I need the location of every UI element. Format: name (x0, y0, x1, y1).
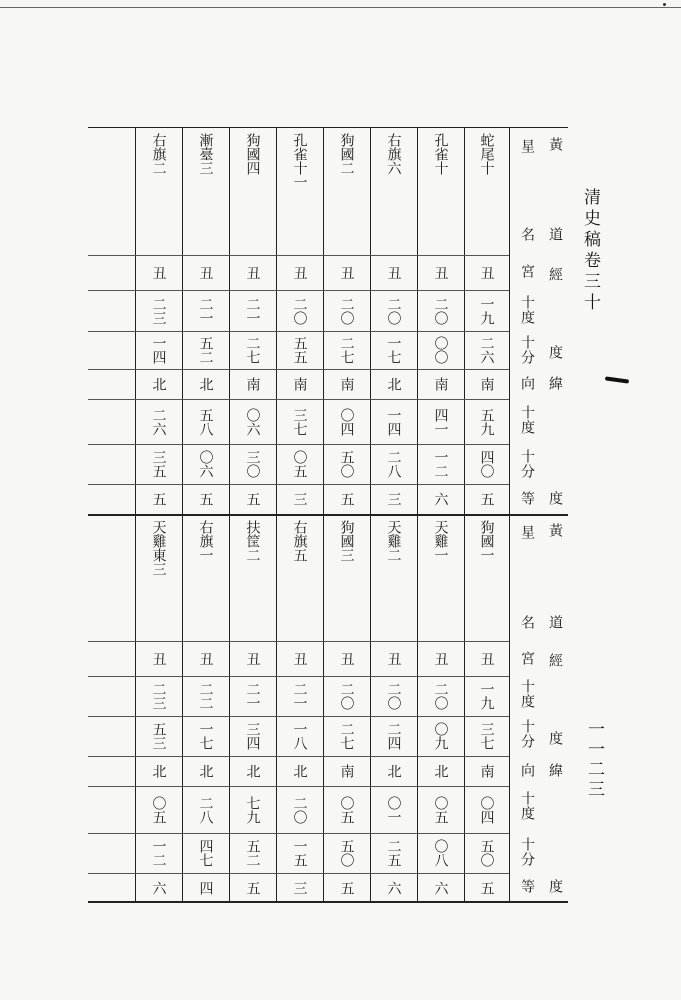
table-cell (417, 290, 464, 331)
value-dir: 北 (197, 764, 214, 778)
value-dir: 北 (244, 764, 261, 778)
star-name: 天雞二 (385, 520, 402, 562)
table-cell (417, 873, 464, 902)
table-cell (323, 676, 370, 716)
table-cell (135, 786, 182, 833)
table-cell (417, 484, 464, 514)
table-cell (229, 641, 276, 676)
value-gong: 丑 (244, 651, 261, 666)
table-cell (464, 641, 509, 676)
value-mag: 五 (244, 492, 261, 506)
value-lon-deg: 一九 (478, 682, 495, 710)
star-name: 孔雀十一 (291, 133, 308, 189)
title-du: 度 (547, 731, 563, 746)
value-lat-min: 三〇 (244, 450, 261, 478)
value-lat-deg: 〇四 (338, 407, 355, 436)
star-name: 漸臺三 (197, 133, 214, 175)
table-cell (229, 756, 276, 786)
table-cell (417, 786, 464, 833)
table-cell (276, 716, 323, 756)
table-cell (229, 290, 276, 331)
label-lat-deg: 十度 (519, 791, 535, 821)
table-cell (276, 444, 323, 484)
value-lon-min: 一八 (291, 722, 308, 750)
table-cell (135, 255, 182, 290)
value-gong: 丑 (150, 651, 167, 666)
table-cell (276, 873, 323, 902)
table-cell (417, 399, 464, 444)
value-dir: 南 (338, 377, 355, 391)
value-gong: 丑 (150, 265, 167, 280)
value-lat-deg: 〇一 (385, 795, 402, 824)
star-name-cell (276, 514, 323, 641)
star-name: 狗國二 (338, 133, 355, 175)
table-cell (135, 676, 182, 716)
value-lat-deg: 七九 (244, 795, 261, 824)
star-name: 右旗一 (197, 520, 214, 562)
title-du: 度 (547, 345, 563, 360)
table-cell (370, 756, 417, 786)
star-name: 右旗五 (291, 520, 308, 562)
star-name-cell (323, 514, 370, 641)
table-cell (182, 756, 229, 786)
table-cell (323, 255, 370, 290)
table-cell (276, 399, 323, 444)
value-mag: 三 (385, 492, 402, 506)
value-lat-deg: 一四 (385, 407, 402, 436)
table-cell (276, 641, 323, 676)
star-name-cell (135, 514, 182, 641)
table-cell (135, 399, 182, 444)
value-mag: 五 (197, 492, 214, 506)
star-name: 扶筐二 (244, 520, 261, 562)
table-cell (276, 255, 323, 290)
value-lat-deg: 〇五 (338, 795, 355, 824)
value-lat-min: 三五 (150, 450, 167, 478)
star-name-cell (135, 127, 182, 255)
value-lon-deg: 二二 (197, 682, 214, 710)
title-du: 度 (547, 491, 563, 506)
value-lon-deg: 二一 (197, 296, 214, 325)
table-cell (370, 444, 417, 484)
value-lon-deg: 二一 (244, 296, 261, 325)
table-cell (370, 833, 417, 873)
label-lat-min: 十分 (519, 449, 535, 479)
value-lat-min: 五〇 (338, 839, 355, 867)
value-mag: 五 (478, 880, 495, 895)
table-cell (417, 676, 464, 716)
value-dir: 北 (291, 764, 308, 778)
table-cell (417, 833, 464, 873)
value-lat-min: 一二 (432, 450, 449, 478)
label-lat-deg: 十度 (519, 405, 535, 435)
value-gong: 丑 (197, 651, 214, 666)
page-number: 一一二三 (584, 720, 604, 800)
table-cell (276, 484, 323, 514)
value-gong: 丑 (338, 265, 355, 280)
table-cell (370, 290, 417, 331)
table-cell (182, 399, 229, 444)
table-cell (182, 369, 229, 399)
value-lon-deg: 二〇 (338, 682, 355, 710)
value-gong: 丑 (432, 265, 449, 280)
value-lat-min: 〇八 (432, 839, 449, 867)
star-name: 狗國三 (338, 520, 355, 562)
title-jing: 經 (547, 267, 563, 282)
table-cell (276, 786, 323, 833)
value-mag: 五 (150, 492, 167, 506)
label-mag: 等 (519, 491, 535, 506)
table-cell (323, 873, 370, 902)
value-lon-deg: 二〇 (385, 296, 402, 325)
table-cell (229, 676, 276, 716)
table-cell (464, 444, 509, 484)
table-cell (229, 331, 276, 369)
title-wei: 緯 (547, 763, 563, 778)
label-gong: 宮 (519, 264, 535, 279)
star-name-cell (276, 127, 323, 255)
star-name: 右旗六 (385, 133, 402, 175)
star-name: 天雞一 (432, 520, 449, 562)
value-gong: 丑 (338, 651, 355, 666)
table-cell (370, 399, 417, 444)
table-cell (464, 786, 509, 833)
table-cell (417, 641, 464, 676)
value-dir: 南 (291, 377, 308, 391)
table-cell (182, 786, 229, 833)
title-huang: 黃 (547, 137, 563, 152)
value-lat-deg: 二〇 (291, 795, 308, 824)
label-name: 名 (519, 615, 535, 630)
title-wei: 緯 (547, 376, 563, 391)
value-lon-min: 五五 (291, 336, 308, 364)
label-star: 星 (519, 525, 535, 540)
label-dir: 向 (519, 376, 535, 391)
table-cell (276, 290, 323, 331)
table-cell (182, 290, 229, 331)
title-dao: 道 (547, 615, 563, 630)
value-lat-deg: 〇五 (150, 795, 167, 824)
value-gong: 丑 (197, 265, 214, 280)
value-mag: 五 (338, 492, 355, 506)
label-lon-min: 十分 (519, 719, 535, 749)
value-gong: 丑 (478, 651, 495, 666)
table-cell (464, 716, 509, 756)
value-gong: 丑 (385, 265, 402, 280)
value-lon-min: 一七 (385, 336, 402, 364)
value-dir: 南 (244, 377, 261, 391)
value-dir: 北 (150, 377, 167, 391)
value-mag: 六 (150, 880, 167, 895)
value-lat-deg: 二六 (150, 407, 167, 436)
value-dir: 南 (338, 764, 355, 778)
value-dir: 北 (150, 764, 167, 778)
table-cell (229, 484, 276, 514)
value-lon-min: 二四 (385, 722, 402, 750)
table-cell (135, 290, 182, 331)
value-mag: 六 (432, 880, 449, 895)
value-lon-min: 三四 (244, 722, 261, 750)
table-cell (229, 873, 276, 902)
table-cell (229, 786, 276, 833)
star-name: 孔雀十 (432, 133, 449, 175)
top-rule (0, 7, 681, 8)
value-lon-deg: 二一 (244, 682, 261, 710)
table-cell (417, 255, 464, 290)
value-lon-deg: 二〇 (291, 296, 308, 325)
table-cell (370, 873, 417, 902)
table-cell (182, 676, 229, 716)
label-star: 星 (519, 139, 535, 154)
star-name-cell (370, 514, 417, 641)
label-lat-min: 十分 (519, 837, 535, 867)
table-cell (276, 331, 323, 369)
table-cell (370, 331, 417, 369)
table-cell (464, 676, 509, 716)
table-cell (229, 716, 276, 756)
table-cell (370, 255, 417, 290)
table-cell (323, 290, 370, 331)
table-cell (323, 786, 370, 833)
star-name: 蛇尾十 (478, 133, 495, 175)
value-lon-min: 二七 (338, 722, 355, 750)
value-lat-deg: 五九 (478, 407, 495, 436)
value-gong: 丑 (291, 265, 308, 280)
table-cell (182, 444, 229, 484)
title-du: 度 (547, 879, 563, 894)
value-lon-deg: 二〇 (385, 682, 402, 710)
value-lat-min: 〇五 (291, 450, 308, 478)
star-name-cell (323, 127, 370, 255)
star-name-cell (417, 514, 464, 641)
value-lon-min: 三七 (478, 722, 495, 750)
ink-mark (605, 376, 629, 383)
value-lat-min: 一五 (291, 839, 308, 867)
label-dir: 向 (519, 763, 535, 778)
table-cell (182, 833, 229, 873)
star-name-cell (464, 514, 509, 641)
table-cell (417, 444, 464, 484)
value-mag: 三 (291, 492, 308, 506)
value-lon-min: 〇九 (432, 722, 449, 750)
value-dir: 北 (385, 377, 402, 391)
value-lon-min: 一四 (150, 336, 167, 364)
value-lat-deg: 二八 (197, 795, 214, 824)
value-lat-min: 四七 (197, 839, 214, 867)
value-lon-min: 五三 (150, 722, 167, 750)
star-name-cell (182, 127, 229, 255)
table-cell (323, 369, 370, 399)
table-cell (370, 641, 417, 676)
value-mag: 三 (291, 880, 308, 895)
value-dir: 南 (478, 377, 495, 391)
table-cell (464, 873, 509, 902)
table-cell (464, 484, 509, 514)
table-cell (464, 833, 509, 873)
table-cell (417, 716, 464, 756)
label-lon-min: 十分 (519, 335, 535, 365)
star-name-cell (229, 514, 276, 641)
star-name-cell (229, 127, 276, 255)
title-dao: 道 (547, 227, 563, 242)
value-gong: 丑 (244, 265, 261, 280)
star-name-cell (182, 514, 229, 641)
table-cell (135, 331, 182, 369)
table-cell (464, 756, 509, 786)
value-lat-min: 二五 (385, 839, 402, 867)
table-cell (323, 756, 370, 786)
value-lat-deg: 〇六 (244, 407, 261, 436)
value-lon-deg: 二三 (150, 682, 167, 710)
value-mag: 五 (244, 880, 261, 895)
table-cell (229, 369, 276, 399)
value-lon-deg: 二〇 (432, 682, 449, 710)
value-lon-min: 〇〇 (432, 336, 449, 364)
value-mag: 六 (385, 880, 402, 895)
value-lon-min: 二七 (338, 336, 355, 364)
star-name: 天雞東三 (150, 520, 167, 576)
value-lat-min: 一二 (150, 839, 167, 867)
table-cell (323, 716, 370, 756)
title-jing: 經 (547, 653, 563, 668)
value-lat-deg: 三七 (291, 407, 308, 436)
value-lat-deg: 〇五 (432, 795, 449, 824)
table-cell (323, 484, 370, 514)
value-lat-min: 四〇 (478, 450, 495, 478)
table-cell (370, 786, 417, 833)
table-cell (370, 369, 417, 399)
value-dir: 北 (432, 764, 449, 778)
star-name-cell (464, 127, 509, 255)
star-name: 狗國四 (244, 133, 261, 175)
value-lat-min: 五〇 (478, 839, 495, 867)
table-cell (229, 255, 276, 290)
value-mag: 五 (478, 492, 495, 506)
value-dir: 北 (197, 377, 214, 391)
value-lat-min: 二八 (385, 450, 402, 478)
label-lon-deg: 十度 (519, 679, 535, 709)
table-cell (135, 641, 182, 676)
value-lat-deg: 五八 (197, 407, 214, 436)
value-mag: 五 (338, 880, 355, 895)
label-gong: 宮 (519, 651, 535, 666)
table-cell (182, 716, 229, 756)
table-cell (417, 331, 464, 369)
value-lon-min: 五二 (197, 336, 214, 364)
table-cell (135, 833, 182, 873)
value-mag: 六 (432, 492, 449, 506)
table-cell (182, 484, 229, 514)
table-cell (229, 833, 276, 873)
table-cell (276, 756, 323, 786)
value-mag: 四 (197, 880, 214, 895)
value-lat-min: 五二 (244, 839, 261, 867)
table-cell (135, 369, 182, 399)
table-cell (464, 399, 509, 444)
table-cell (323, 399, 370, 444)
table-cell (135, 873, 182, 902)
title-huang: 黃 (547, 523, 563, 538)
table-cell (370, 716, 417, 756)
value-lat-min: 〇六 (197, 450, 214, 478)
value-lon-deg: 一九 (478, 296, 495, 325)
table-cell (323, 444, 370, 484)
table-cell (417, 369, 464, 399)
value-dir: 南 (432, 377, 449, 391)
table-cell (229, 399, 276, 444)
table-cell (464, 331, 509, 369)
value-lon-min: 一七 (197, 722, 214, 750)
label-name: 名 (519, 227, 535, 242)
table-cell (464, 255, 509, 290)
value-gong: 丑 (432, 651, 449, 666)
value-lon-deg: 二一 (291, 682, 308, 710)
table-cell (276, 676, 323, 716)
table-cell (370, 676, 417, 716)
table-right-rule (567, 127, 568, 902)
label-mag: 等 (519, 879, 535, 894)
table-cell (370, 484, 417, 514)
star-table (88, 127, 568, 902)
table-cell (464, 369, 509, 399)
table-cell (182, 873, 229, 902)
star-name: 狗國一 (478, 520, 495, 562)
corner-mark (663, 3, 666, 6)
value-lon-deg: 二三 (150, 296, 167, 325)
value-lon-min: 二六 (478, 336, 495, 364)
value-lat-deg: 四一 (432, 407, 449, 436)
value-lon-deg: 二〇 (338, 296, 355, 325)
value-lat-deg: 〇四 (478, 795, 495, 824)
value-lon-min: 二七 (244, 336, 261, 364)
table-cell (276, 369, 323, 399)
table-cell (182, 331, 229, 369)
label-lon-deg: 十度 (519, 295, 535, 325)
table-cell (229, 444, 276, 484)
value-gong: 丑 (291, 651, 308, 666)
value-dir: 南 (478, 764, 495, 778)
value-lon-deg: 二〇 (432, 296, 449, 325)
table-cell (276, 833, 323, 873)
table-cell (182, 641, 229, 676)
table-cell (135, 484, 182, 514)
table-cell (464, 290, 509, 331)
table-cell (323, 833, 370, 873)
table-cell (323, 331, 370, 369)
table-cell (182, 255, 229, 290)
running-head: 清史稿卷三十 (580, 188, 600, 314)
table-cell (135, 444, 182, 484)
star-name-cell (417, 127, 464, 255)
table-cell (323, 641, 370, 676)
value-dir: 北 (385, 764, 402, 778)
star-name-cell (370, 127, 417, 255)
value-lat-min: 五〇 (338, 450, 355, 478)
star-name: 右旗二 (150, 133, 167, 175)
value-gong: 丑 (385, 651, 402, 666)
table-cell (417, 756, 464, 786)
table-cell (135, 716, 182, 756)
table-cell (135, 756, 182, 786)
value-gong: 丑 (478, 265, 495, 280)
